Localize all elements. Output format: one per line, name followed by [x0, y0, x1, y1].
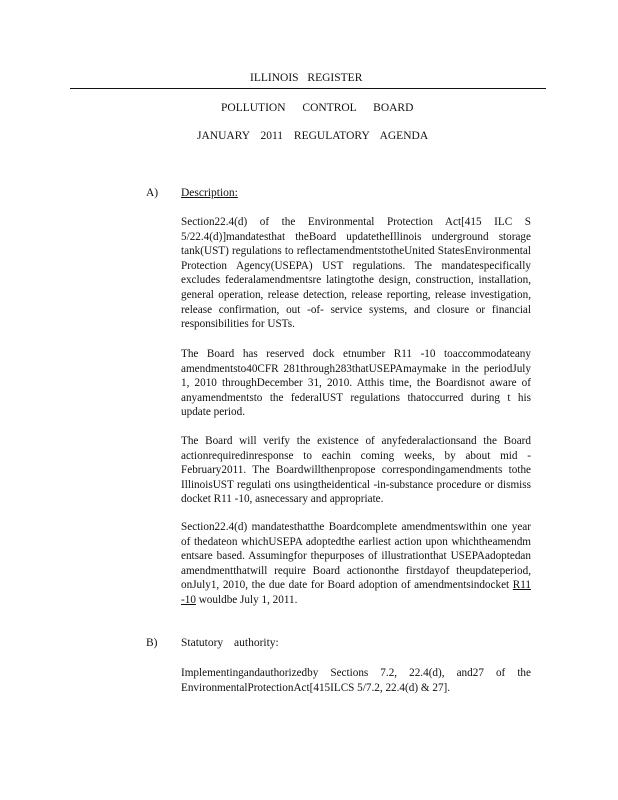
- section-a-heading: Description:: [181, 187, 238, 199]
- section-b-paragraph-1: Implementingandauthorizedby Sections 7.2, 22.4(d), and27 of the EnvironmentalProtectionAct[415ILCS 5/7.2, 22.4(d) & 27].: [181, 667, 531, 694]
- header-rule: [70, 88, 546, 89]
- section-a-paragraph-2: The Board has reserved dock etnumber R11 -10 toaccommodateany amendmentsto40CFR 281through283thatUSEPAmaymake in the periodJuly 1, 2010 throughDecember 31, 2010. Atthis time, the Boardisnot aware of anyamendmentsto the federalUST regulations thatoccurred during t his update period.: [181, 348, 531, 419]
- section-a-paragraph-1: Section22.4(d) of the Environmental Protection Act[415 ILC S 5/22.4(d)]mandatesthat theBoard updatetheIllinois underground storage tank(UST) regulations to reflectamendmentstotheUnited StatesEnvironmental Protection Agency(USEPA) UST regulations. The mandatespecifically excludes federalamendmentsre latingtothe design, construction, installation, general operation, release detection, release reporting, release investigation, release confirmation, out -of- service systems, and closure or financial responsibilities for USTs.: [181, 216, 531, 331]
- docket-number: R11 -10: [181, 579, 532, 606]
- board-title: POLLUTION CONTROL BOARD: [221, 102, 414, 114]
- agenda-title: JANUARY 2011 REGULATORY AGENDA: [197, 130, 429, 142]
- section-a-marker: A): [146, 187, 159, 199]
- paragraph-4-tail: wouldbe July 1, 2011.: [198, 593, 298, 606]
- section-a-paragraph-4: [181, 520, 531, 608]
- paragraph-4-text: Section22.4(d) mandatesthatthe Boardcomplete amendmentswithin one year of thedateon whichUSEPA adoptedthe earliest action upon whichtheamendm entsare based. Assumingfor thepurposes of illustrationthat USEPAadoptedan amendmentthatwill require Board actiononthe firstdayof theupdateperiod, onJuly1, 2010, the due date for Board adoption of amendmentsindocket: [181, 521, 531, 592]
- section-a-paragraph-3: The Board will verify the existence of anyfederalactionsand the Board actionrequiredinresponse to eachin coming weeks, by about mid - February2011. The Boardwillthenpropose correspondingamendments tothe IllinoisUST regulati ons usingtheidentical -in-substance procedure or dismiss docket R11 -10, asnecessary and appropriate.: [181, 435, 531, 506]
- register-title: ILLINOIS REGISTER: [250, 72, 363, 84]
- section-b-heading: Statutory authority:: [181, 637, 279, 649]
- section-b-marker: B): [146, 637, 158, 649]
